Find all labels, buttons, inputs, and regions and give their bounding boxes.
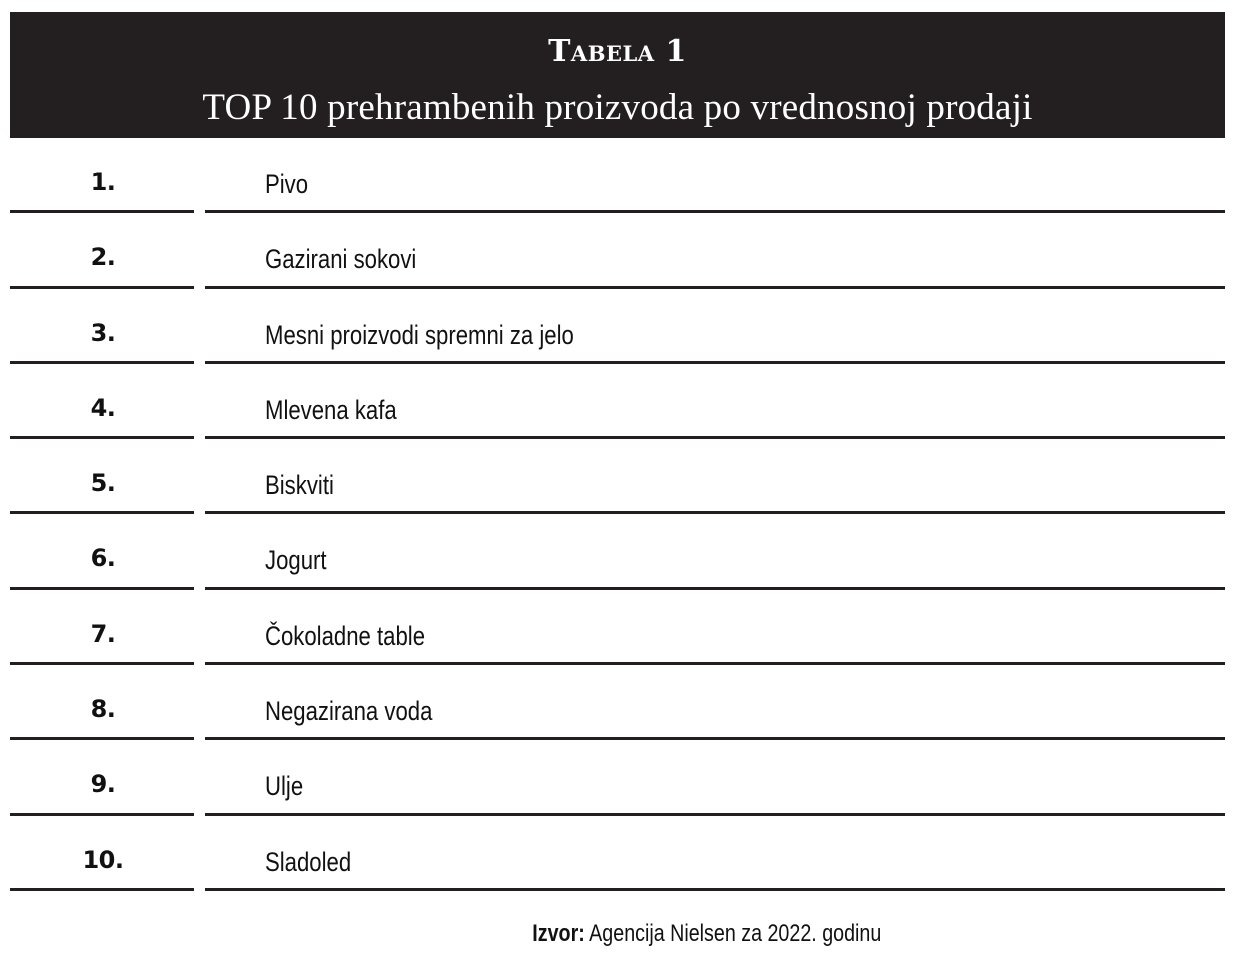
- table-label: Tabela 1: [548, 34, 687, 69]
- table-row: [10, 439, 1225, 514]
- product-name: Pivo: [265, 169, 309, 199]
- rank-number: 4.: [90, 393, 116, 422]
- product-name: Mlevena kafa: [265, 394, 397, 425]
- rank-number: 10.: [82, 845, 124, 874]
- table-row: [10, 138, 1225, 213]
- rank-number: 8.: [90, 695, 116, 724]
- row-divider-right: [205, 888, 1225, 891]
- product-name: Negazirana voda: [265, 696, 433, 727]
- rank-number: 9.: [90, 770, 116, 799]
- table-row: [10, 364, 1225, 439]
- row-divider-left: [10, 888, 194, 891]
- product-name: Čokoladne table: [265, 620, 426, 651]
- source-label: Izvor:: [532, 920, 585, 947]
- table-row: [10, 213, 1225, 288]
- table-title: TOP 10 prehrambenih proizvoda po vrednosnoj prodaji: [202, 87, 1033, 128]
- table-row: [10, 289, 1225, 364]
- rank-number: 7.: [90, 619, 116, 648]
- product-name: Jogurt: [265, 545, 327, 576]
- source-text: Agencija Nielsen za 2022. godinu: [589, 920, 882, 947]
- source-line: [532, 918, 881, 950]
- rank-number: 3.: [90, 318, 116, 347]
- product-name: Ulje: [265, 771, 304, 802]
- product-name: Gazirani sokovi: [265, 244, 417, 275]
- rank-number: 1.: [90, 168, 116, 196]
- rank-number: 5.: [90, 469, 116, 498]
- table-header: [10, 12, 1225, 138]
- table-row: [10, 740, 1225, 815]
- table-row: [10, 816, 1225, 891]
- product-name: Biskviti: [265, 470, 334, 501]
- rank-number: 6.: [90, 544, 116, 573]
- table-row: [10, 590, 1225, 665]
- ranking-table: [10, 138, 1225, 891]
- product-name: Sladoled: [265, 846, 352, 877]
- rank-number: 2.: [90, 243, 116, 272]
- table-row: [10, 514, 1225, 589]
- product-name: Mesni proizvodi spremni za jelo: [265, 319, 574, 350]
- table-row: [10, 665, 1225, 740]
- source-note: [0, 918, 1234, 950]
